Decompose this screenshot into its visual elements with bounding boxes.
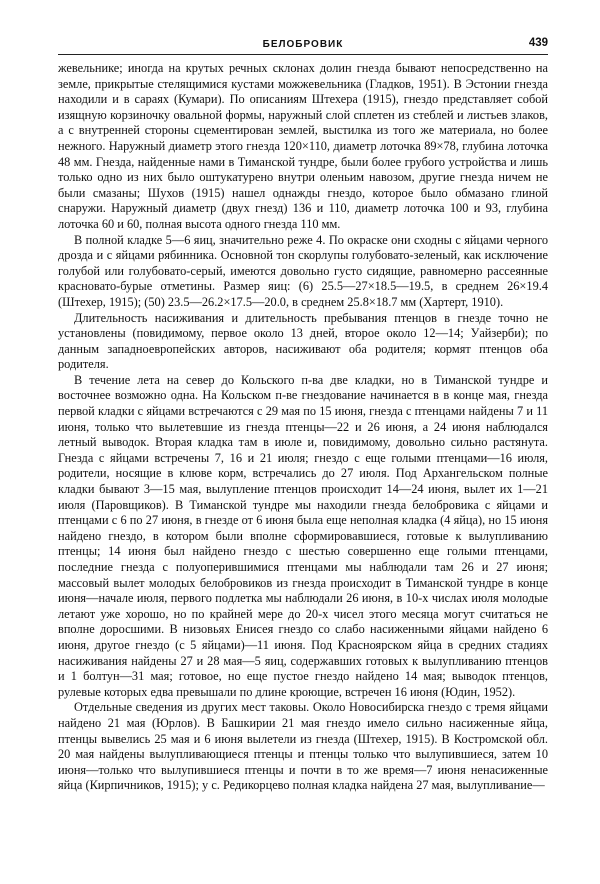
page-number: 439 (528, 37, 548, 49)
paragraph-incubation: Длительность насиживания и длительность пребывания птенцов в гнезде точно не установлены (повидимому, первое около 13 дней, второе около 12—14; Уайзерби); по данным западноевропейских авторов, насиживают оба родителя; кормят птенцов оба родителя. (58, 310, 548, 372)
paragraph-breeding-timing: В течение лета на север до Кольского п-ва две кладки, но в Тиманской тундре и восточнее возможно одна. На Кольском п-ве гнездование начинается в в конце мая, гнезда первой кладки с яйцами встречаются с 29 мая по 15 июня, гнезда с птенцами найдены 7 и 11 июня, только что вылетевшие из гнезда птенцы—22 и 26 июня, а 24 июня наблюдался летный выводок. Вторая кладка там в июле и, повидимому, довольно сильно растянута. Гнезда с яйцами встречены 7, 16 и 21 июля; гнездо с еще голыми птенцами—16 июля, родители, носящие в клюве корм, встречались до 27 июля. Под Архангельском полные кладки бывают 3—15 мая, вылупление птенцов происходит 14—24 июня, вылет их 1—21 июля (Паровщиков). В Тиманской тундре мы находили гнезда белобровика с яйцами и птенцами с 6 по 27 июня, в гнезде от 6 июня была еще неполная кладка (4 яйца), но 15 июня найдено гнездо, в котором были вполне сформировавшиеся, готовые к вылупливанию птенцы; 14 июня был найдено гнездо с шестью совершенно еще голыми птенцами, последние гнезда с полуоперившимися птенцами мы наблюдали там 26 и 27 июня; массовый вылет молодых белобровиков из гнезда происходит в Тиманской тундре в конце июня—начале июля, первого подлетка мы наблюдали 26 июня, в 10-х числах июля молодые летают уже хорошо, но по крайней мере до 20-х чисел этого месяца могут считаться не вполне доросшими. В низовьях Енисея гнездо со слабо насиженными яйцами найдено 6 июня, другое гнездо (с 5 яйцами)—11 июня. Под Красноярском яйца в средних стадиях насиживания найдены 27 и 28 мая—5 яиц, содержавших готовых к вылупливанию птенцов и 1 болтун—31 мая; готовое, но еще пустое гнездо найдено 14 мая; выводок птенцов, рулевые которых едва превышали по длине кроющие, встречен 16 июня (Юдин, 1952). (58, 372, 548, 699)
book-page (58, 38, 548, 794)
running-head (58, 38, 548, 55)
paragraph-clutch-eggs: В полной кладке 5—6 яиц, значительно реже 4. По окраске они сходны с яйцами черного дрозда и с яйцами рябинника. Основной тон скорлупы голубовато-зеленый, как исключение голубой или голубовато-серый, имеются довольно густо сидящие, равномерно рассеянные красновато-бурые отметины. Размер яиц: (6) 25.5—27×18.5—19.5, в среднем 26×19.4 (Штехер, 1915); (50) 23.5—26.2×17.5—20.0, в среднем 25.8×18.7 мм (Хартерт, 1910). (58, 232, 548, 309)
running-title: БЕЛОБРОВИК (262, 39, 344, 50)
body-text (58, 61, 548, 794)
paragraph-nest-description: жевельнике; иногда на крутых речных склонах долин гнезда бывают непосредственно на земле, прикрытые стелящимися кустами можжевельника (Гладков, 1951). В Эстонии гнезда находили и в сараях (Кумари). По описаниям Штехера (1915), гнездо представляет собой изящную корзиночку овальной формы, наружный слой сплетен из стеблей и листьев злаков, а с внутренней стороны сцементирован землей, выстилка из того же материала, но более нежного. Наружный диаметр этого гнезда 120×110, диаметр лоточка 89×78, глубина лоточка 48 мм. Гнезда, найденные нами в Тиманской тундре, были более грубого устройства и лишь только одно из них было оштукатурено внутри оленьим навозом, другие гнезда ничем не были смазаны; Шухов (1915) нашел однажды гнездо, которое было обмазано глиной снаружи. Наружный диаметр (двух гнезд) 136 и 110, диаметр лоточка 100 и 93, глубина лоточка 60 и 60, полная высота одного гнезда 110 мм. (58, 61, 548, 231)
paragraph-other-locations: Отдельные сведения из других мест таковы. Около Новосибирска гнездо с тремя яйцами найдено 21 мая (Юрлов). В Башкирии 21 мая гнездо имело сильно насиженные яйца, птенцы вывелись 25 мая и 6 июня вылетели из гнезда (Штехер, 1915). В Костромской обл. 20 мая найдены вылупливающиеся птенцы и птенцы только что вылупившиеся, затем 10 июня—только что вылупившиеся птенцы и почти в то же время—7 июня ненасиженные яйца (Кирпичников, 1915); у с. Редикорцево полная кладка найдена 27 мая, вылупливание— (58, 700, 548, 793)
